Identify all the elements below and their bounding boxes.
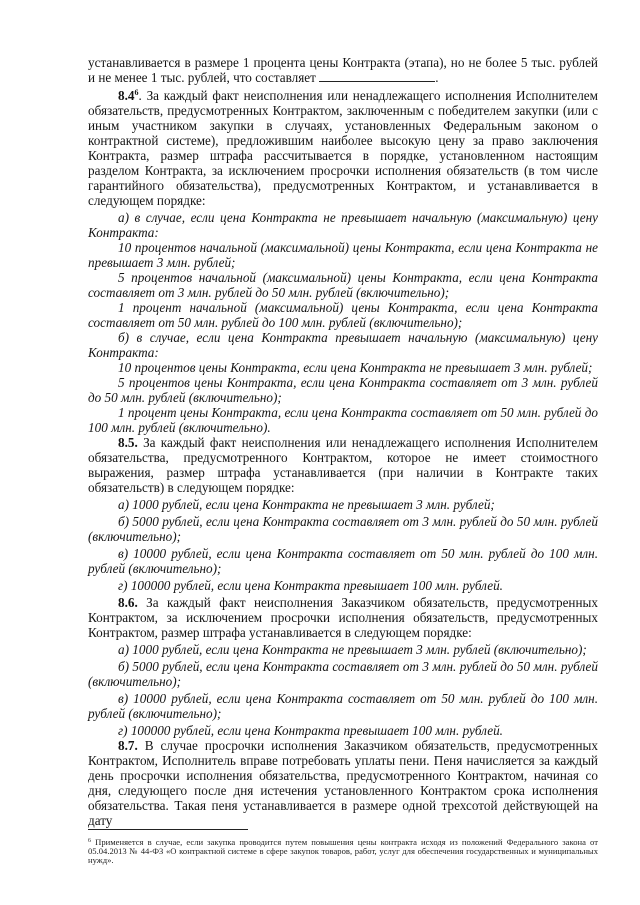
fill-in-blank [319,70,435,82]
clause-num: 8.4 [118,88,135,103]
intro-end: . [435,70,439,85]
list-item: б) 5000 рублей, если цена Контракта составляет от 3 млн. рублей до 50 млн. рублей (включительно); [88,514,598,544]
list-item: а) 1000 рублей, если цена Контракта не превышает 3 млн. рублей; [118,497,495,512]
clause-number: 8.6. [118,595,138,610]
clause-8-6 [88,595,598,640]
list-item: в) 10000 рублей, если цена Контракта составляет от 50 млн. рублей до 100 млн. рублей (включительно); [88,546,598,576]
list-item: г) 100000 рублей, если цена Контракта превышает 100 млн. рублей. [118,723,503,738]
clause-text: За каждый факт неисполнения или ненадлежащего исполнения Исполнителем обязательства, предусмотренного Контрактом, которое не имеет стоимостного выражения, размер штрафа устанавливается (при наличии в Контракте таких обязательств) в следующем порядке: [88,435,598,495]
list-item: 1 процент цены Контракта, если цена Контракта составляет от 50 млн. рублей до 100 млн. рублей (включительно). [88,405,598,435]
intro-paragraph [88,55,598,85]
clause-number: 8.7. [118,738,138,753]
footnote-text: Применяется в случае, если закупка проводится путем повышения цены контракта исходя из положений Федерального закона от 05.04.2013 № 44-ФЗ «О контрактной системе в сфере закупок товаров, работ, услуг для обеспечения государственных и муниципальных нужд». [88,837,598,866]
clause-8-5 [88,435,598,495]
document-page [88,55,598,828]
list-item: 10 процентов цены Контракта, если цена Контракта не превышает 3 млн. рублей; [118,360,593,375]
footnote [88,838,598,866]
list-item: 10 процентов начальной (максимальной) цены Контракта, если цена Контракта не превышает 3 млн. рублей; [88,240,598,270]
list-item: а) 1000 рублей, если цена Контракта не превышает 3 млн. рублей (включительно); [118,642,587,657]
list-item: а) в случае, если цена Контракта не превышает начальную (максимальную) цену Контракта: [88,210,598,240]
footnote-mark: 6 [88,838,91,844]
clause-text: В случае просрочки исполнения Заказчиком обязательств, предусмотренных Контрактом, Исполнитель вправе потребовать уплаты пени. Пеня начисляется за каждый день просрочки исполнения обязательства, предусмотренного Контрактом, начиная со дня, следующего после дня истечения установленного Контрактом срока исполнения обязательства. Такая пеня устанавливается в размере одной трехсотой действующей на дату [88,738,598,828]
footnote-ref: 6 [134,88,139,97]
list-item: б) в случае, если цена Контракта превышает начальную (максимальную) цену Контракта: [88,330,598,360]
clause-number: 8.5. [118,435,138,450]
list-item: 5 процентов цены Контракта, если цена Контракта составляет от 3 млн. рублей до 50 млн. рублей (включительно); [88,375,598,405]
clause-8-4 [88,88,598,208]
clause-number [118,88,138,103]
list-item: 5 процентов начальной (максимальной) цены Контракта, если цена Контракта составляет от 3 млн. рублей до 50 млн. рублей (включительно); [88,270,598,300]
intro-text: устанавливается в размере 1 процента цены Контракта (этапа), но не более 5 тыс. рублей и не менее 1 тыс. рублей, что составляет [88,55,598,85]
clause-text: За каждый факт неисполнения Заказчиком обязательств, предусмотренных Контрактом, за исключением просрочки исполнения обязательств, предусмотренных Контрактом, размер штрафа устанавливается в следующем порядке: [88,595,598,640]
list-item: г) 100000 рублей, если цена Контракта превышает 100 млн. рублей. [118,578,503,593]
list-item: в) 10000 рублей, если цена Контракта составляет от 50 млн. рублей до 100 млн. рублей (включительно); [88,691,598,721]
clause-text: . За каждый факт неисполнения или ненадлежащего исполнения Исполнителем обязательств, предусмотренных Контрактом, заключенным с победителем закупки (или с иным участником закупки в случаях, установленных Федеральным законом о контрактной системе), предложившим наиболее высокую цену за право заключения Контракта, размер штрафа рассчитывается в порядке, установленном настоящим разделом Контракта, за исключением просрочки исполнения обязательств (в том числе гарантийного обязательства), предусмотренных Контрактом, и устанавливается в следующем порядке: [88,88,598,208]
list-item: 1 процент начальной (максимальной) цены Контракта, если цена Контракта составляет от 50 млн. рублей до 100 млн. рублей (включительно); [88,300,598,330]
clause-8-7 [88,738,598,828]
list-item: б) 5000 рублей, если цена Контракта составляет от 3 млн. рублей до 50 млн. рублей (включительно); [88,659,598,689]
footnote-separator [88,829,248,830]
